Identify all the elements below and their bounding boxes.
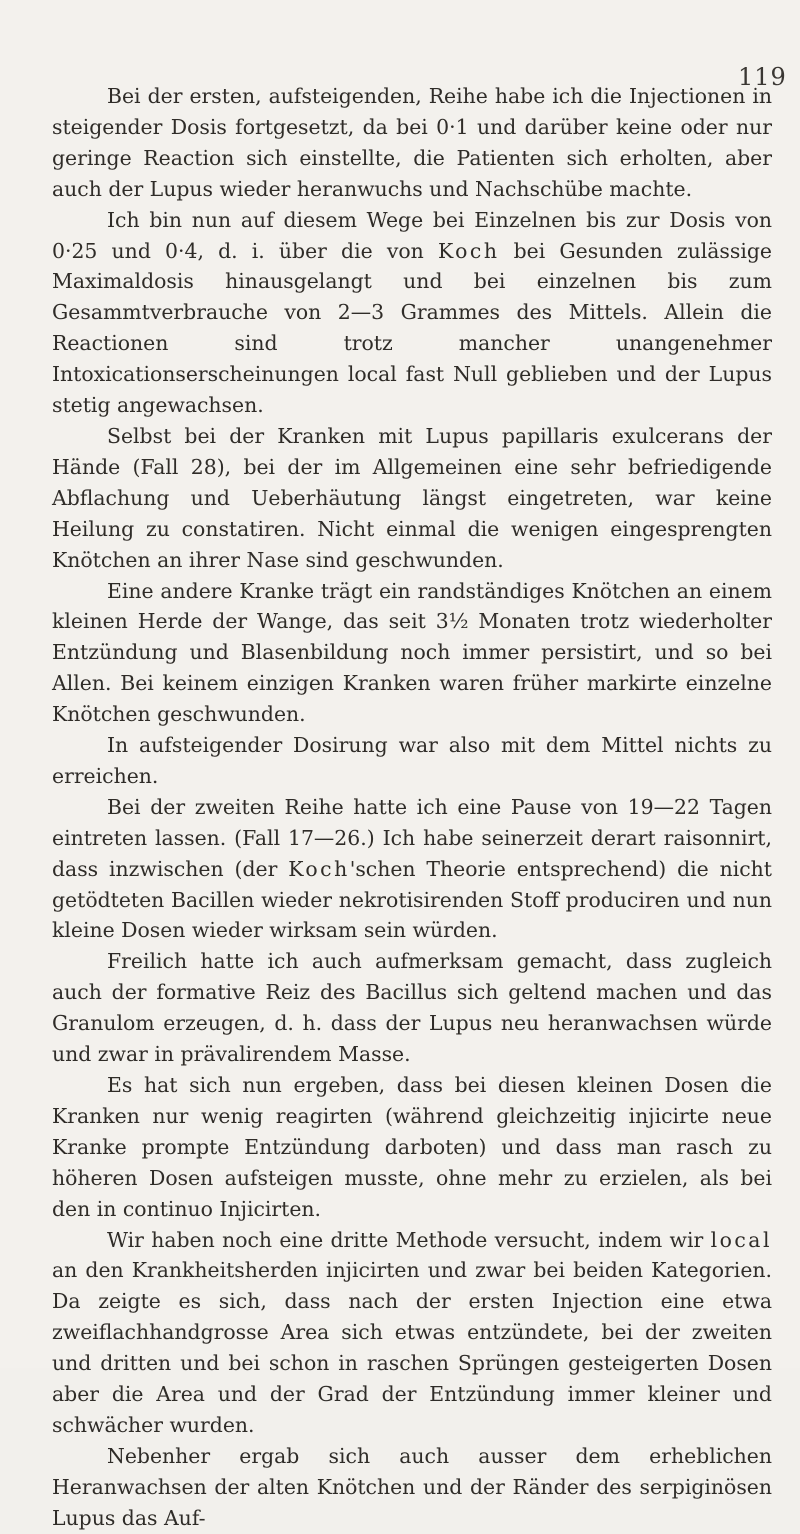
- paragraph-2: [52, 205, 772, 421]
- body-text: [52, 81, 772, 1534]
- author-name-koch: Koch: [437, 238, 500, 263]
- paragraph-2-text-a: Ich bin nun auf diesem Wege bei Einzelnen bis zur Dosis von 0·25 und 0·4, d. i. über die von: [52, 207, 772, 263]
- paragraph-6-text-a: Bei der zweiten Reihe hatte ich eine Pause von 19—22 Tagen eintreten lassen. (Fall 17—26.) Ich habe seinerzeit derart raisonnirt, dass inzwischen (der: [52, 794, 772, 881]
- page-number: 119: [738, 63, 787, 91]
- paragraph-9: [52, 1225, 772, 1441]
- paragraph-3: Selbst bei der Kranken mit Lupus papillaris exulcerans der Hände (Fall 28), bei der im Allgemeinen eine sehr befriedigende Abflachung und Ueberhäutung längst eingetreten, war keine Heilung zu constatiren. Nicht einmal die wenigen eingesprengten Knötchen an ihrer Nase sind geschwunden.: [52, 423, 772, 572]
- paragraph-7: Freilich hatte ich auch aufmerksam gemacht, dass zugleich auch der formative Reiz des Bacillus sich geltend machen und das Granulom erzeugen, d. h. dass der Lupus neu heranwachsen würde und zwar in prävalirendem Masse.: [52, 949, 772, 1067]
- paragraph-5: In aufsteigender Dosirung war also mit dem Mittel nichts zu erreichen.: [52, 733, 772, 788]
- paragraph-2-text-b: bei Gesunden zulässige Maximaldosis hinausgelangt und bei einzelnen bis zum Gesammtverbrauche von 2—3 Grammes des Mittels. Allein die Reactionen sind trotz mancher unangenehmer Intoxicationserscheinungen local fast Null geblieben und der Lupus stetig angewachsen.: [52, 238, 773, 418]
- paragraph-9-text-a: Wir haben noch eine dritte Methode versucht, indem wir: [107, 1227, 711, 1252]
- paragraph-10: Nebenher ergab sich auch ausser dem erheblichen Heranwachsen der alten Knötchen und der Ränder des serpiginösen Lupus das Auf-: [52, 1443, 772, 1530]
- paragraph-4: Eine andere Kranke trägt ein randständiges Knötchen an einem kleinen Herde der Wange, das seit 3½ Monaten trotz wiederholter Entzündung und Blasenbildung noch immer persistirt, und so bei Allen. Bei keinem einzigen Kranken waren früher markirte einzelne Knötchen geschwunden.: [52, 578, 772, 727]
- paragraph-6-text-b: 'schen Theorie entsprechend) die nicht getödteten Bacillen wieder nekrotisirenden Stoff produciren und nun kleine Dosen wieder wirksam sein würden.: [52, 856, 773, 943]
- paragraph-9-text-b: an den Krankheitsherden injicirten und zwar bei beiden Kategorien. Da zeigte es sich, dass nach der ersten Injection eine etwa zweiflachhandgrosse Area sich etwas entzündete, bei der zweiten und dritten und bei schon in raschen Sprüngen gesteigerten Dosen aber die Area und der Grad der Entzündung immer kleiner und schwächer wurden.: [52, 1258, 772, 1437]
- paragraph-1: Bei der ersten, aufsteigenden, Reihe habe ich die Injectionen in steigender Dosis fortgesetzt, da bei 0·1 und darüber keine oder nur geringe Reaction sich einstellte, die Patienten sich erholten, aber auch der Lupus wieder heranwuchs und Nachschübe machte.: [52, 84, 772, 201]
- paragraph-6: [52, 792, 772, 947]
- emphasis-local: local: [710, 1227, 772, 1252]
- paragraph-8: Es hat sich nun ergeben, dass bei diesen kleinen Dosen die Kranken nur wenig reagirten (während gleichzeitig injicirte neue Kranke prompte Entzündung darboten) und dass man rasch zu höheren Dosen aufsteigen musste, ohne mehr zu erzielen, als bei den in continuo Injicirten.: [52, 1073, 772, 1221]
- author-name-koch-2: Koch: [288, 856, 350, 881]
